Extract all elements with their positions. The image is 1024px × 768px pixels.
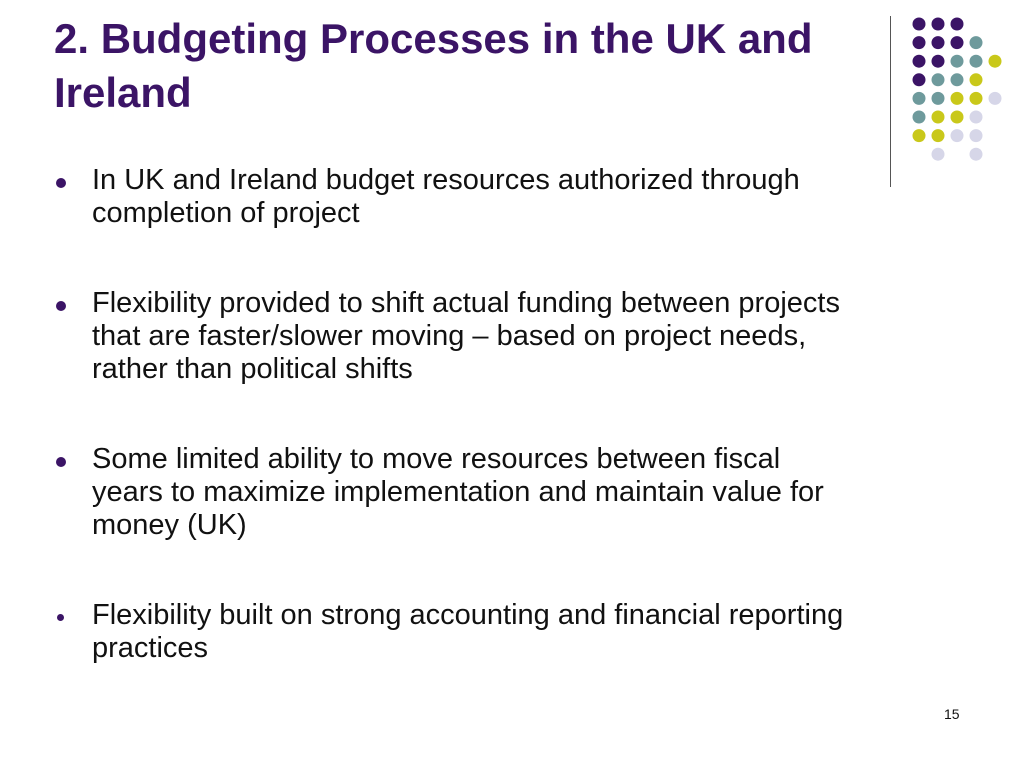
decorative-dot-purple [951,36,964,49]
decorative-dot-purple [932,36,945,49]
decorative-dot-teal [913,92,926,105]
bullet-text: Flexibility built on strong accounting and financial reporting practices [92,599,844,664]
decorative-dot-teal [951,55,964,68]
decorative-dot-lavender [989,92,1002,105]
decorative-dot-lime [989,55,1002,68]
bullet-text: In UK and Ireland budget resources authorized through completion of project [92,164,800,229]
decorative-dot-purple [913,18,926,31]
decorative-dot-purple [951,18,964,31]
decorative-dot-lavender [970,148,983,161]
decorative-dot-teal [932,73,945,86]
slide-title: 2. Budgeting Processes in the UK and Ireland [54,15,813,116]
decorative-dot-teal [932,92,945,105]
bullet-dot-icon [56,301,66,311]
decorative-dot-lavender [932,148,945,161]
decorative-dot-purple [913,55,926,68]
decorative-dot-lavender [970,129,983,142]
decorative-dot-lavender [951,129,964,142]
bullet-item [54,599,854,665]
decorative-dot-purple [913,36,926,49]
decorative-dot-lime [932,111,945,124]
decorative-dot-lime [970,73,983,86]
decorative-dot-teal [970,36,983,49]
decorative-dot-lime [951,111,964,124]
bullet-dot-icon [56,178,66,188]
decorative-dot-purple [913,73,926,86]
title-divider [890,16,891,187]
bullet-text: Flexibility provided to shift actual funding between projects that are faster/slower moving – based on project needs, rather than political shifts [92,287,840,385]
decorative-dot-teal [970,55,983,68]
decorative-dot-purple [932,55,945,68]
bullet-item [54,164,854,230]
decorative-dot-lavender [970,111,983,124]
decorative-dot-teal [913,111,926,124]
bullet-dot-icon [56,457,66,467]
bullet-text: Some limited ability to move resources between fiscal years to maximize implementation and maintain value for money (UK) [92,443,824,541]
decorative-dot-teal [951,73,964,86]
decorative-dot-lime [951,92,964,105]
decorative-dot-lime [913,129,926,142]
decorative-dot-lime [932,129,945,142]
decorative-dot-lime [970,92,983,105]
bullet-item [54,287,854,386]
bullet-dot-icon [57,614,64,621]
bullet-list [54,164,854,722]
bullet-item [54,443,854,542]
page-number: 15 [944,706,960,722]
decorative-dot-purple [932,18,945,31]
